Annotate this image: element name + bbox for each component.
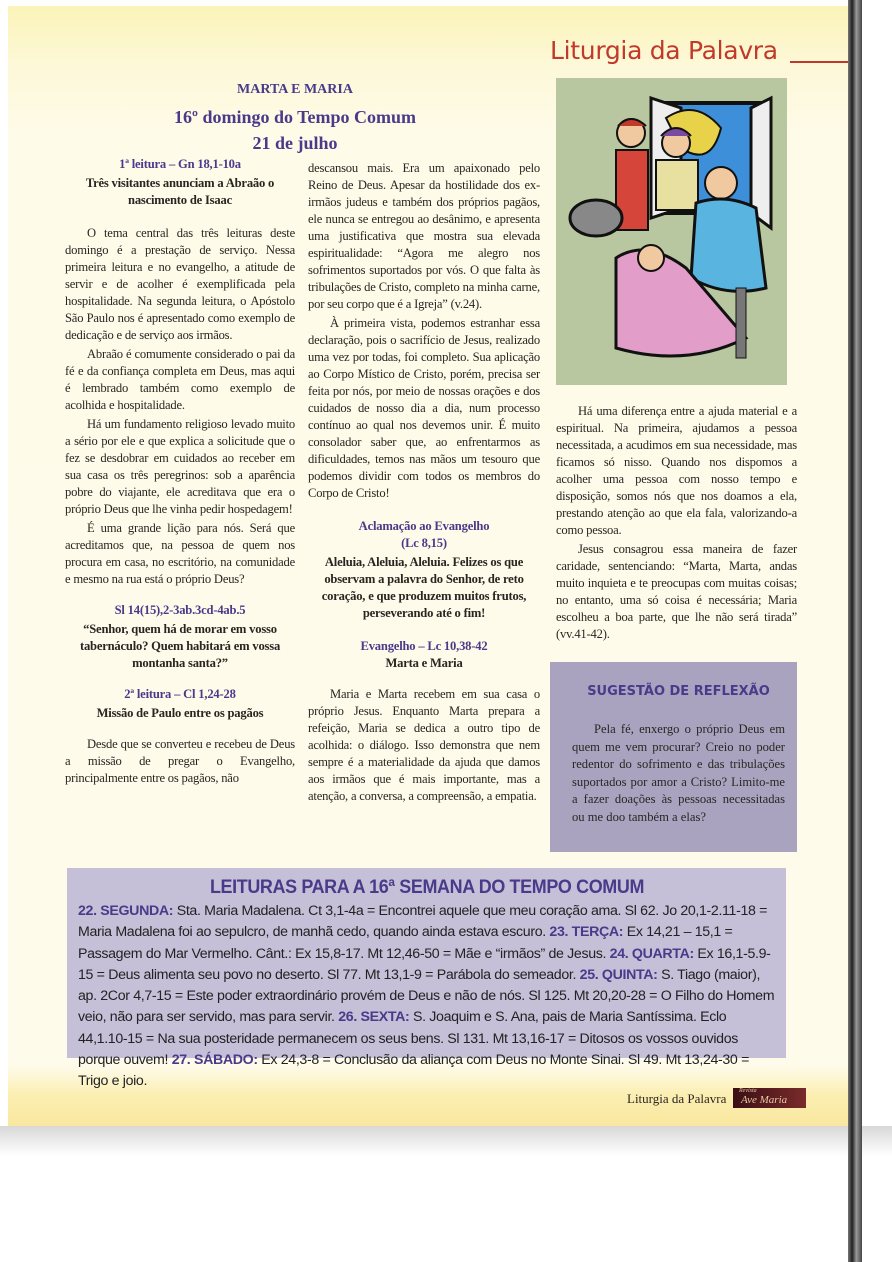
title-rule (790, 61, 848, 63)
weekly-readings-box (67, 868, 786, 1090)
weekly-readings-text (78, 901, 776, 1093)
paragraph: Jesus consagrou essa maneira de fazer caridade, sentenciando: “Marta, Marta, andas muito inquieta e te preocupas com muitas coisas; no entanto, uma só coisa é necessária; Maria escolheu a boa parte, que lhe não será tirada” (vv.41-42). (556, 542, 797, 641)
article-date: 21 de julho (252, 133, 338, 153)
ave-maria-logo (733, 1088, 806, 1108)
psalm-title: “Senhor, quem há de morar em vosso tabernáculo? Quem habitará em vossa montanha santa?” (79, 622, 281, 670)
column-2 (308, 160, 540, 807)
day-text: Sta. Maria Madalena. Ct 3,1-4a = Encontrei aquele que meu coração ama. Sl 62. Jo 20,1-2.11-18 = Maria Madalena foi ao sepulcro, de manhã cedo, quando ainda estava escuro. (78, 903, 768, 941)
acclamation-text: Aleluia, Aleluia, Aleluia. Felizes os que observam a palavra do Senhor, de reto coração, e que produzem muitos frutos, perseverando até o fim! (321, 555, 527, 620)
paragraph: Maria e Marta recebem em sua casa o próprio Jesus. Enquanto Marta prepara a refeição, Maria se dedica a outro tipo de acolhida: o diálogo. Isso demonstra que nem sempre é a materialidade da ajuda que damos aos irmãos que é mais importante, mas a atenção, a conversa, a compreensão, a empatia. (308, 687, 540, 803)
reflection-text: Pela fé, enxergo o próprio Deus em quem me vem procurar? Creio no poder redentor do sofrimento e das tribulações suportados por amor a Cristo? Limito-me a fazer doações às pessoas necessitadas ou me doo também a elas? (572, 722, 785, 824)
paragraph: O tema central das três leituras deste domingo é a prestação de serviço. Nessa primeira leitura e no evangelho, a atitude de servir e de acolher é exemplificada pela hospitalidade. Na segunda leitura, o Apóstolo São Paulo nos é apresentado como exemplo de dedicação e de serviço aos irmãos. (65, 226, 295, 342)
paragraph: Há uma diferença entre a ajuda material e a espiritual. Na primeira, ajudamos a pessoa necessitada, a acudimos em sua necessidade, mas ficamos só nisso. Quando nos dispomos a acolher uma pessoa com nosso tempo e disposição, somos nós que nos doamos a ela, prestando atenção ao que ela fala, valorizando-a como pessoa. (556, 404, 797, 537)
day-text: Ex 24,3-8 = Conclusão da aliança com Deus no Monte Sinai. Sl 49. Mt 13,24-30 = Trigo e joio. (78, 1052, 750, 1090)
paragraph: É uma grande lição para nós. Será que acreditamos que, na pessoa de quem nos procura em casa, no escritório, na comunidade e mesmo na rua está o próprio Deus? (65, 521, 295, 586)
paragraph: À primeira vista, podemos estranhar essa declaração, pois o sacrifício de Jesus, realizado uma vez por todas, foi completo. Sua aplicação ao Corpo Místico de Cristo, porém, precisa ser feita por nós, por meio de nossas orações e dos cuidados de nosso dia a dia, num processo contínuo ao qual nos devemos unir. É muito consolador saber que, ao enfrentarmos as dificuldades, temos nas mãos um tesouro que podemos dividir com todos os membros do Corpo de Cristo! (308, 316, 540, 500)
reflection-box (550, 662, 797, 852)
psalm-ref: Sl 14(15),2-3ab.3cd-4ab.5 (114, 603, 246, 617)
acclamation-title: Aclamação ao Evangelho (358, 519, 490, 533)
day-label: 24. QUARTA: (609, 945, 694, 962)
article-title: 16º domingo do Tempo Comum (174, 107, 416, 127)
day-label: 23. TERÇA: (549, 924, 624, 941)
paragraph: Desde que se converteu e recebeu de Deus a missão de pregar o Evangelho, principalmente entre os pagãos, não (65, 737, 295, 785)
day-text: Ex 14,21 – 15,1 = Passagem do Mar Vermelho. Cânt.: Ex 15,8-17. Mt 12,46-50 = Mãe e “irmãos” de Jesus. (78, 924, 733, 962)
day-text: Ex 16,1-5.9-15 = Deus alimenta seu povo no deserto. Sl 77. Mt 13,1-9 = Parábola do semeador. (78, 945, 771, 983)
acclamation-ref: (Lc 8,15) (401, 536, 447, 550)
day-label: 27. SÁBADO: (171, 1052, 258, 1069)
reading1-ref: 1ª leitura – Gn 18,1-10a (119, 157, 241, 171)
paragraph: descansou mais. Era um apaixonado pelo Reino de Deus. Apesar da hostilidade dos ex-irmãos judeus e também dos próprios pagãos, ele nunca se entregou ao desânimo, e apresenta uma justificativa que mostra sua elevada espiritualidade: “Agora me alegro nos sofrimentos suportados por vós. O que falta às tribulações de Cristo, completo na minha carne, por seu corpo que é a Igreja” (v.24). (308, 161, 540, 311)
reading2-title: Missão de Paulo entre os pagãos (96, 706, 264, 720)
page-binding (848, 0, 862, 1262)
day-label: 26. SEXTA: (338, 1009, 410, 1026)
gospel-ref: Evangelho – Lc 10,38-42 (360, 639, 488, 653)
paragraph: Há um fundamento religioso levado muito a sério por ele e que explica a solicitude que o fez se desdobrar em cuidados ao receber em sua casa os três peregrinos: sob a aparência pobre do viajante, ele acreditava que era o próprio Deus que lhe vinha pedir hospedagem! (65, 417, 295, 516)
logo-text: Ave Maria (741, 1094, 788, 1106)
day-label: 25. QUINTA: (579, 966, 658, 983)
footer-section-label: Liturgia da Palavra (627, 1091, 727, 1106)
weekly-readings-title: LEITURAS PARA A 16ª SEMANA DO TEMPO COMUM (209, 876, 645, 898)
day-label: 22. SEGUNDA: (78, 903, 174, 919)
martha-mary-illustration (556, 78, 787, 385)
column-3 (556, 403, 797, 645)
reading1-title: Três visitantes anunciam a Abraão o nascimento de Isaac (85, 176, 275, 207)
article-kicker: MARTA E MARIA (237, 82, 353, 97)
reflection-title: SUGESTÃO DE REFLEXÃO (587, 684, 770, 699)
paragraph: Abraão é comumente considerado o pai da fé e da confiança completa em Deus, mas aqui é lembrado também como exemplo de acolhida e hospitalidade. (65, 347, 295, 412)
section-title: Liturgia da Palavra (550, 36, 778, 65)
day-text: S. Joaquim e S. Ana, pais de Maria Santíssima. Eclo 44,1.10-15 = Na sua posteridade permanecem os seus bens. Sl 131. Mt 13,16-17 = Ditosos os vossos ouvidos porque ouvem! (78, 1009, 738, 1069)
scan-background (0, 1126, 892, 1262)
column-1 (65, 156, 295, 789)
logo-small-text: Revista (739, 1088, 757, 1094)
gospel-title: Marta e Maria (385, 656, 463, 670)
illustration-art (556, 78, 787, 385)
reading2-ref: 2ª leitura – Cl 1,24-28 (124, 687, 236, 701)
day-text: S. Tiago (maior), ap. 2Cor 4,7-15 = Este poder extraordinário provém de Deus e não de nós. Sl 125. Mt 20,20-28 = O Filho do Homem veio, não para ser servido, mas para servir. (78, 966, 775, 1026)
